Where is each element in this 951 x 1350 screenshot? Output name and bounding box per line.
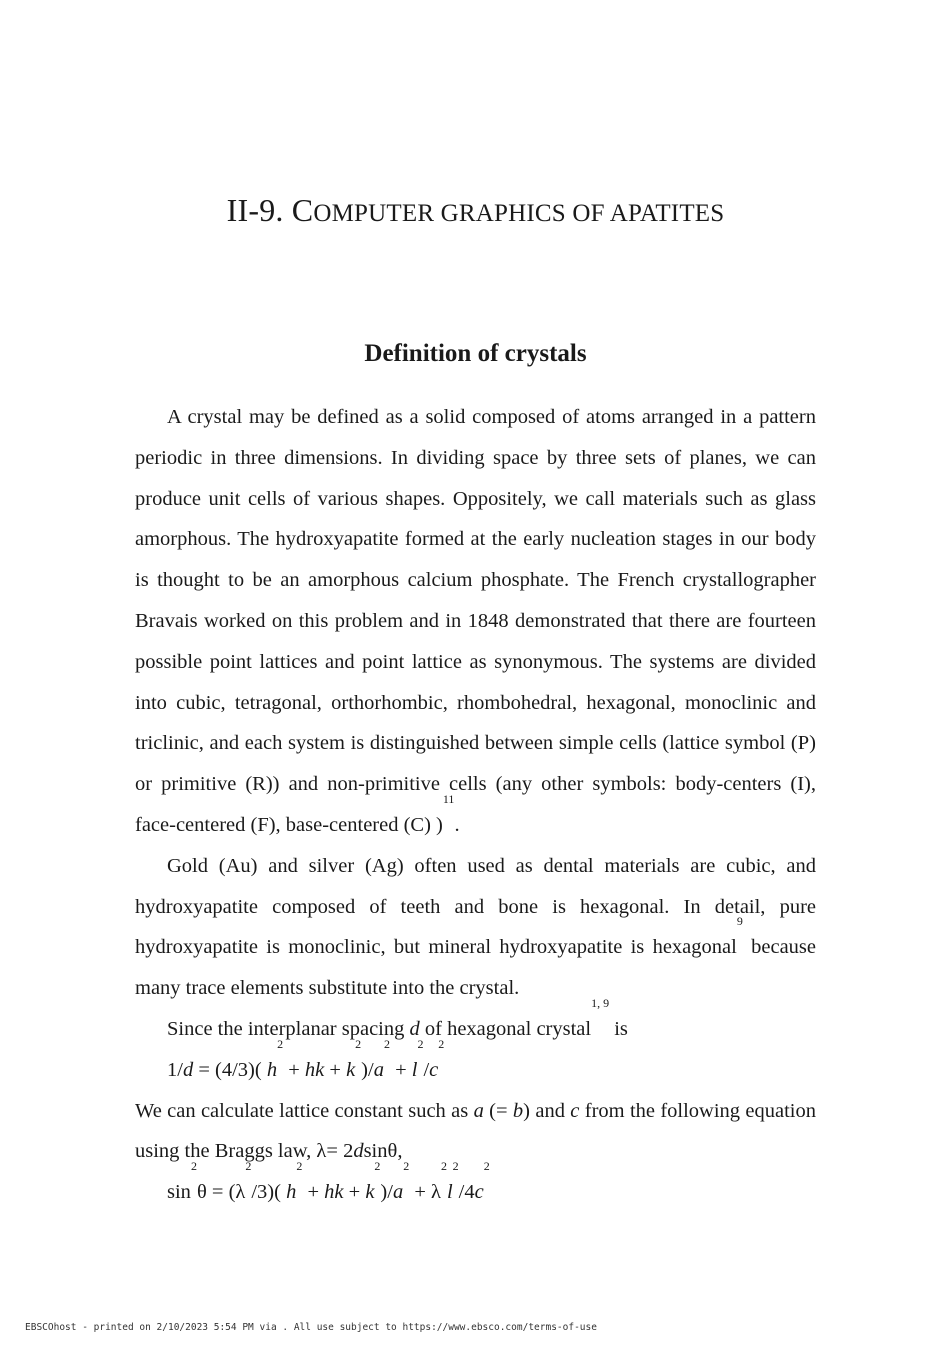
chapter-title-rest: OMPUTER GRAPHICS OF APATITES	[313, 200, 725, 227]
paragraph-dental-materials: Gold (Au) and silver (Ag) often used as dental materials are cubic, and hydroxyapatite composed of teeth and bone is hexagonal. In detail, pure hydroxyapatite is monoclinic, but mineral hydroxyapatite is hexagonal$^9$ because many trace elements substitute into the crystal.	[135, 854, 817, 1000]
paragraph-lattice-constant: We can calculate lattice constant such as a (= b) and c from the following equation using the Braggs law, λ= 2dsinθ,	[135, 1099, 816, 1163]
paragraph-crystal-definition: A crystal may be defined as a solid composed of atoms arranged in a pattern periodic in three dimensions. In dividing space by three sets of planes, we can produce unit cells of various shapes. Oppositely, we call materials such as glass amorphous. The hydroxyapatite formed at the early nucleation stages in our body is thought to be an amorphous calcium phosphate. The French crystallographer Bravais worked on this problem and in 1848 demonstrated that there are fourteen possible point lattices and point lattice as synonymous. The systems are divided into cubic, tetragonal, orthorhombic, rhombohedral, hexagonal, monoclinic and triclinic, and each system is distinguished between simple cells (lattice symbol (P) or primitive (R)) and non-primitive cells (any other symbols: body-centers (I), face-centered (F), base-centered (C) )$^{11}$.	[135, 406, 816, 836]
equation-bragg-law: $\sin^2\theta = (\lambda^2/3)$( $h^2$ + hk + $k^2)/a^2 + \lambda^2l^2/4c^2$	[167, 1159, 490, 1204]
paragraph-interplanar-spacing: Since the interplanar spacing d of hexagonal crystal$^{1, 9}$ is	[167, 995, 628, 1040]
chapter-title-initial: C	[291, 192, 314, 228]
reference-superscript: 11	[442, 791, 455, 806]
equation-interplanar-spacing: 1/d = (4/3)( $h^2$ + hk + $k^2)/a^2 + l^2/c^2$	[167, 1036, 445, 1081]
chapter-number: II-9.	[226, 192, 292, 228]
print-footer: EBSCOhost - printed on 2/10/2023 5:54 PM via . All use subject to https://www.ebsco.com/terms-of-use	[25, 1322, 597, 1333]
reference-superscript: 1, 9	[591, 995, 610, 1010]
section-heading: Definition of crystals	[364, 340, 587, 367]
reference-superscript: 9	[736, 914, 743, 929]
chapter-title	[0, 192, 951, 229]
body-text	[135, 397, 816, 1213]
